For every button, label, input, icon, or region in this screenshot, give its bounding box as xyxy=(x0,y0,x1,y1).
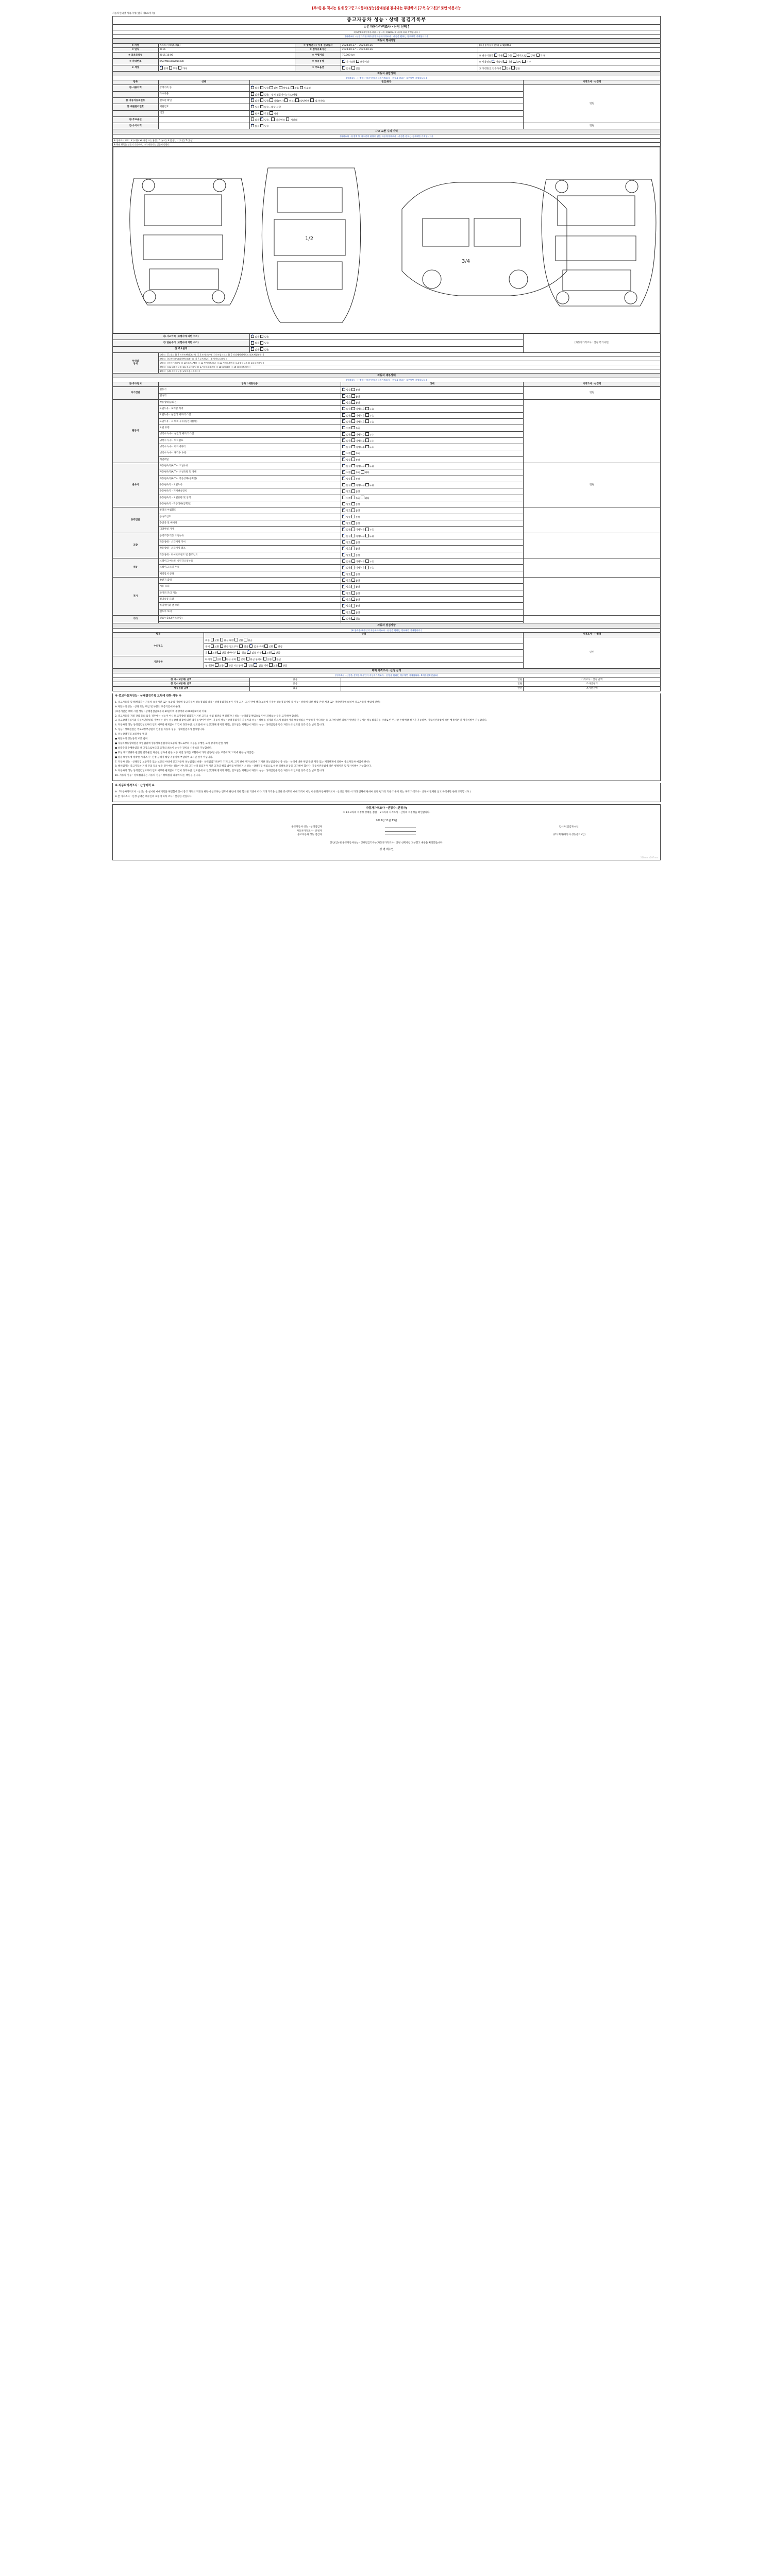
field-value-year: 2016 xyxy=(158,48,295,53)
page-subtitle: ① [ 자동차가격조사ㆍ산정 선택 ] xyxy=(113,25,661,30)
section-check-header: 자동차 점검사항 xyxy=(113,623,661,628)
check-row-4-val: 실내상태 교환 판금 시트상태 있음 ✔ 없음 기타 교환 판금 xyxy=(204,662,524,668)
section-status-header: 자동차 종합상태 xyxy=(113,71,661,76)
status-row-5-cat: ⑭ 주요옵션 xyxy=(113,116,159,123)
price-row-1-label: ⑳ 검사 (판매) 금액 xyxy=(113,682,250,687)
status-note: (가격조사ㆍ산정액은 매수인이 자동차가격조사ㆍ산정을 원하는 경우에만 기재합니다.) xyxy=(113,76,661,80)
detail-state-1-3: ✔ 없음 미세누유 누유 xyxy=(341,418,523,425)
sign-row-0-label: 중고자동차 성능ㆍ상태점검자 xyxy=(291,825,322,828)
sign-row-0-right: 검사자(점검자) (인) xyxy=(559,825,580,828)
status-col-right: 가격조사ㆍ산정액 xyxy=(524,80,661,85)
detail-item-2-5: 수동변속기 - 오일유량 및 상태 xyxy=(158,495,341,501)
frame-detail-3: 2랭크 : [ 15 대쉬패널 ] [ 16 플로어패널 ] [ 17 트렁크플로어 ] [ 18 리어패널 ] [ 19 패키지트레이 ] xyxy=(158,365,660,369)
detail-item-6-0: 발전기 출력 xyxy=(158,578,341,584)
detail-item-6-3: 실내송풍 모터 xyxy=(158,597,341,603)
status-row-6-cat: ⑮ 수리이력 xyxy=(113,123,159,129)
top-warning: [주의] 본 책자는 실제 중고중고자동차(성능)상태점검 결과와는 무관하며 [구축,참고용]으로만 이용가능 xyxy=(312,6,461,10)
detail-item-5-1: 브레이크 오일 누유 xyxy=(158,565,341,571)
detail-item-1-3: 오일누유 - 그 밖의 누유(실린더블록) xyxy=(158,418,341,425)
detail-item-2-2: 자동변속기(A/T) - 작동상태(공회전) xyxy=(158,476,341,482)
section-repair-header: 사고 교환 수리 이력 xyxy=(113,129,661,134)
status-row-6-right: 민원 xyxy=(524,123,661,129)
field-label-warranty: ⑦ 보증유형 xyxy=(295,59,341,65)
price-note: (가격조사ㆍ산정을 선택한 매수인이 자동차가격조사ㆍ산정을 원하는 경우에만 기재합니다. ※매수인확인필요) xyxy=(113,673,661,677)
sign-row-1-right xyxy=(478,829,660,834)
table-row xyxy=(113,616,661,622)
detail-state-0-0: ✔ 양호 불량 xyxy=(341,387,523,393)
detail-item-3-0: 클러치 어셈블리 xyxy=(158,507,341,514)
check-col-state: 상태 xyxy=(204,632,524,637)
detail-item-1-9: 커먼레일 xyxy=(158,456,341,463)
final-note: 본인(인) 위 중고자동차성능ㆍ상태점검기록부(자동차가격조사ㆍ산정 선택사항 교부했고 내용을 확인했습니다. xyxy=(330,842,443,845)
detail-state-3-1: ✔ 양호 불량 xyxy=(341,514,523,520)
note-line-2: (보증기간은 매매 시점 성능ㆍ상태점검일로부터 30일이며 주행거리 2,000킬로미터 이내) xyxy=(115,710,208,713)
detail-item-2-0: 자동변속기(A/T) - 오일누유 xyxy=(158,463,341,469)
confirm-line: ① 1호 2차의 적정성 상태를 점검ㆍ 2 1차의 자격조사ㆍ산정의 적정성을 확인합니다. xyxy=(343,811,430,814)
detail-state-1-4: ✔ 적정 부족 xyxy=(341,425,523,431)
table-row xyxy=(113,558,661,565)
detail-item-1-5: 냉각수 누수 - 실린더 헤드/가스켓 xyxy=(158,431,341,437)
detail-item-3-2: 추진축 및 베어링 xyxy=(158,520,341,527)
status-row-6-sub xyxy=(158,123,249,129)
note-line-4: 3. 중고상태점검자의 자동차인터넷의 거부하는 경우 성능상태 점검에 의한 검사를 받아야 하며, 자동차 성능ㆍ상태점검자가 자동차의 성능ㆍ상태를 실제와 다르게 점검하거나 보증책임을 이행하지 아니하는 등 고지에 대한 피해가 발생할 경우에는 성능점검자를 상대로 한 민사상 손해배상 청구가 가능하며, 자동차관리법에 따른 행정처분 및 형사처벌이 가능합니다. xyxy=(115,719,488,722)
table-row xyxy=(113,507,661,514)
field-label-carname: ① 차명 xyxy=(113,43,159,48)
detail-state-1-5: ✔ 없음 미세누수 누수 xyxy=(341,431,523,437)
note-line-6: 5. 성능ㆍ상태점검은 국토교통부장관이 인정한 자동차 성능ㆍ상태점검자가 실시합니다. xyxy=(115,728,205,732)
detail-item-5-0: 브레이크 마스터 실린더오일누유 xyxy=(158,558,341,565)
detail-item-2-6: 수동변속기 - 작동상태(공회전) xyxy=(158,501,341,507)
page-title: 중고자동차 성능ㆍ상태 점검기록부 xyxy=(113,16,661,25)
field-value-inspection-period: 2024.10.27 ~ 2026.10.26 xyxy=(341,43,478,48)
status-row-1-val: 없음 있음 - 정비 전문가의 [더] 2개월 xyxy=(249,91,523,97)
detail-state-5-0: ✔ 없음 미세누유 누유 xyxy=(341,558,523,565)
detail-item-0-0: 원동기 xyxy=(158,387,341,393)
detail-state-1-6: ✔ 없음 미세누수 누수 xyxy=(341,437,523,444)
status-row-4-sub: 색상 xyxy=(158,110,249,116)
repair-legend-1: ※ 상태표시 부호 : X (교환), W (판금 또는 용접), C (부식), A (긁힘), U (요철), T (손상) xyxy=(113,138,661,142)
price-row-0-val: 만원 xyxy=(341,677,523,682)
detail-item-1-0: 작동상태(공회전) xyxy=(158,399,341,405)
detail-item-6-4: 라디에이터 팬 모터 xyxy=(158,603,341,609)
price-row-1-right: 조사산정액 xyxy=(524,682,661,687)
detail-state-2-1: ✔ 적정 부족 과다 xyxy=(341,469,523,476)
status-row-2-sub: 번호판 확인 xyxy=(158,97,249,104)
status-row-0-sub: 상태기록 등 xyxy=(158,85,249,91)
status-row-2-val: ✔ 없음 있음 의심(조사 년도) (판단만에 일치아님) xyxy=(249,97,523,104)
notice-line-2: (가격조사ㆍ산정가격은 매수인이 자동차가격조사ㆍ산정을 원하는 경우에만 기재합니다.) xyxy=(113,35,661,39)
check-note: (※ 항목은 매수인의 자동차가격조사ㆍ산정을 원하는 경우에만 기재합니다.) xyxy=(113,628,661,632)
detail-state-6-0: ✔ 양호 불량 xyxy=(341,578,523,584)
detail-state-3-3: ✔ 없음 미세누유 누유 xyxy=(341,527,523,533)
detail-price-2: 민원 xyxy=(524,463,661,507)
field-value-carname: 스포티지 NQ5 (QL) xyxy=(158,43,295,48)
field-value-warranty: ✔ 자가보증 보증기간 xyxy=(341,59,478,65)
note-line-3: 2. 중고자동차 거래 간의 동의 없을 경우에는 성능이 아니라 고지상태 점검자가 거친 고지의 책임 범위를 변경하거나 성능ㆍ상태점검 책임으로 인한 피해보상 등을 고지해야 합니다. xyxy=(115,715,299,718)
detail-state-4-0: ✔ 없음 미세누유 누유 xyxy=(341,533,523,539)
detail-item-1-4: 오일 유량 xyxy=(158,425,341,431)
price-row-2-right: 조사산정액 xyxy=(524,687,661,691)
check-col-price: 가격조사ㆍ산정액 xyxy=(524,632,661,637)
field-value-transmission: ⑨ 변속기종류 ✔자동 수동 세미오토 CVT 기타 xyxy=(478,52,660,58)
note-line-8: ● 자동차의 성능상태 보증 법위 xyxy=(115,738,148,741)
detail-state-2-4: 양호 불량 xyxy=(341,488,523,495)
detail-group-2: 변속기 xyxy=(113,463,159,507)
accident-right-note: [자동차가격조사ㆍ산정 특기사항] xyxy=(524,333,661,352)
sign-table xyxy=(113,825,660,837)
detail-state-6-4: ✔ 양호 불량 xyxy=(341,603,523,609)
field-value-fuel: ⑩ 사용연료 ✔가솔린 디젤 LPG 기타 xyxy=(478,59,660,65)
sign-row-2-line xyxy=(323,833,478,837)
note-line-13: 7. 자동차 성능ㆍ상태점검 보증기간 또는 보증의 이내에 중고자동차 성능점검의 내용ㆍ상태점검기록부가 기재 고지, 고지 판매 책자(보증에 기재한 성능점검사항 중 성능ㆍ상태에 대한 책임 관련 계약 또는 계약관계에 의하여 중고자동차 매입에 관한) xyxy=(115,760,370,764)
status-row-6-val: ✔ 없음 있음 xyxy=(249,123,523,129)
detail-price-0: 민원 xyxy=(524,387,661,400)
detail-state-6-1: ✔ 양호 불량 xyxy=(341,584,523,590)
field-label-vin: ④ 차대번호 xyxy=(113,59,159,65)
field-value-color: ✔ 원색 투톤 기타 xyxy=(158,65,295,71)
detail-state-1-7: ✔ 없음 미세누수 누수 xyxy=(341,444,523,450)
note-line-1: ※ 자동차의 성능ㆍ상태 또는 책임 및 부분의 보증기간에 따른다. xyxy=(115,705,181,708)
detail-note: (가격조사ㆍ산정액은 매수인이 자동차가격조사ㆍ산정을 원하는 경우에만 기재합니다.) xyxy=(113,378,661,382)
check-row-1-val: 광택 교환 판금 휠드부식 있음 ✔ 없음 좌석 교환 판금 xyxy=(204,643,524,649)
signature-block xyxy=(112,804,661,860)
detail-item-2-3: 수동변속기 - 오일누유 xyxy=(158,482,341,488)
detail-col-state: 상태 xyxy=(341,382,523,387)
detail-state-4-1: ✔ 양호 불량 xyxy=(341,539,523,546)
price-row-0-chk: 없음 xyxy=(249,677,341,682)
detail-item-2-1: 자동변속기(A/T) - 오일유량 및 상태 xyxy=(158,469,341,476)
frame-detail-1: 2랭크 : [ 6 쿼터패널(리어펜더)(좌/우) ] [ 7 루프패널 ] [ 8 사이드실패널 ] xyxy=(158,357,660,361)
detail-price-4 xyxy=(524,533,661,558)
detail-state-6-5: ✔ 양호 불량 xyxy=(341,609,523,615)
status-row-5-sub xyxy=(158,116,249,123)
status-row-0-cat: ⑪ 사용이력 xyxy=(113,85,159,91)
check-right-value: 민원 xyxy=(524,637,661,669)
diagram-svg xyxy=(113,147,660,332)
detail-state-2-6: 양호 불량 xyxy=(341,501,523,507)
detail-item-4-2: 작동상태 - 스티어링 펌프 xyxy=(158,546,341,552)
field-label-firstreg: ③ 최초등록일 xyxy=(113,52,159,58)
detail-item-6-1: 시동 모터 xyxy=(158,584,341,590)
status-row-3-sub: 제원번호 xyxy=(158,104,249,110)
table-row xyxy=(113,463,661,469)
note-line-9: ● 자동차성능상태점검 책임범위에 성능상태점검자의 보증의 정도로부터 적용을 수행한 고지 방지에 관한 사항 xyxy=(115,742,228,745)
check-row-0-val: 외판 교환 판금 내장 교환 판금 xyxy=(204,637,524,643)
check-col-item: 항목 xyxy=(113,632,204,637)
main-table xyxy=(112,16,661,691)
status-row-2-cat: ⑫ 자동차등록번호 xyxy=(113,97,159,104)
detail-state-3-0: ✔ 양호 불량 xyxy=(341,507,523,514)
section-price-header: 매매 가격조사ㆍ산정 금액 xyxy=(113,669,661,673)
sign-row-2-label: 중고자동차 성능 점검자 xyxy=(297,834,322,837)
note-line-16: 10. 자동차 성능ㆍ상태점검자는 자동차 성능ㆍ상태점검 내용에 따른 책임을 집니다. xyxy=(115,774,201,777)
sign-row-1-label: 자동차가격조사ㆍ산정자 xyxy=(296,829,322,833)
note-line-10: ● 보증수리 수행하였을 때 고장으로부터의 고지의 최소이 손실은 장치의 사후보증 가능합니다. xyxy=(115,747,212,750)
accident-value-0: ✔ 없음 있음 xyxy=(249,333,523,340)
detail-group-3: 동력전달 xyxy=(113,507,159,533)
status-row-3-val: ✔ 있음 없음 - 해당 사항 xyxy=(249,104,523,110)
note-line-14: 8. 해체업자는 중고자동차 거래 간의 동의 없을 경우에는 성능이 아니라 고지상태 점검자가 거친 고지의 책임 범위를 변경하거나 성능ㆍ상태점검 책임으로 인한 피해보상 등을 고지해야 합니다. 자동차관리법에 따른 행정처분 및 형사처벌이 가능합니다. xyxy=(115,765,372,768)
doc-label: 자동차인터넷 사용자에 [별지 제6호서식] xyxy=(112,12,155,15)
detail-item-7-0: 연료누출(LP가스포함) xyxy=(158,616,341,622)
detail-state-4-3: ✔ 양호 불량 xyxy=(341,552,523,558)
sign-date: 2025년 11월 13일 xyxy=(376,819,397,822)
accident-label-2: ⑱ 주요골격 xyxy=(113,346,250,352)
detail-state-7-0: ✔ 없음 있음 xyxy=(341,616,523,622)
field-value-certprice: ⑪ 차량번호 인증가격 있음 없음 xyxy=(478,65,660,71)
detail-item-1-2: 오일누유 - 실린더 헤드/가스켓 xyxy=(158,412,341,418)
detail-item-0-1: 변속기 xyxy=(158,393,341,399)
detail-item-3-1: 등속조인트 xyxy=(158,514,341,520)
detail-col-price: 가격조사ㆍ산정액 xyxy=(524,382,661,387)
detail-state-2-5: 적정 부족 과다 xyxy=(341,495,523,501)
detail-group-4: 조향 xyxy=(113,533,159,558)
status-row-4-val: ✔ 원색 투톤 기타 xyxy=(249,110,523,116)
section-vehicle-header: 자동차 명세사항 xyxy=(113,39,661,43)
detail-item-2-4: 수동변속기 - 기어변속장치 xyxy=(158,488,341,495)
detail-state-1-0: ✔ 양호 불량 xyxy=(341,399,523,405)
detail-state-0-1: ✔ 양호 불량 xyxy=(341,393,523,399)
detail-item-1-1: 오일누유 - 로커암 커버 xyxy=(158,406,341,412)
detail-price-5 xyxy=(524,558,661,578)
detail-state-1-8: ✔ 적정 부족 xyxy=(341,450,523,456)
detail-state-2-3: 없음 미세누유 누유 xyxy=(341,482,523,488)
status-col-category: 항목 xyxy=(113,80,159,85)
status-row-0-val: ✔ 없음 있음 렌트 영업용 관용 직수입 xyxy=(249,85,523,91)
price-row-2-label: 성능점검 금액 xyxy=(113,687,250,691)
price-notes-title: ※ 자동차가격조사ㆍ산정이력 ※ xyxy=(115,784,155,788)
notice-line-1: 제 6장① (자동차관리법 시행규칙 제120조 제1항에 따라 작성합니다.) xyxy=(113,30,661,34)
detail-item-4-1: 작동상태 - 스티어링 기어 xyxy=(158,539,341,546)
price-note-line-0: ※ 『자동차가격조사ㆍ산정』을 실시한 매매계약을 체결함에 있어 중고 가격의 적정성 판단에 참고하는 인도에 관련에 의한 합의된 기준에 따라 거래 가격을 산정한 것이므로 매매 가격이 아님이 분명(자동차가격조사ㆍ산정은 거래 시 거래 전체에 관하여 유관 평가의 적용 기준이 되는 목적 가격조사ㆍ산정이 전제된 참고 목적에만 한해 고지합니다.) xyxy=(115,791,471,794)
detail-state-4-2: ✔ 양호 불량 xyxy=(341,546,523,552)
check-row-2-val: 룸 교환 판금 광택여부 있음 ✔ 없음 외장 교환 판금 xyxy=(204,650,524,656)
price-row-0-label: ⑲ 제시 (판매) 금액 xyxy=(113,677,250,682)
detail-col-item: 항목 / 해당부품 xyxy=(158,382,341,387)
vehicle-damage-diagram xyxy=(113,147,660,333)
detail-state-6-3: ✔ 양호 불량 xyxy=(341,597,523,603)
field-label-options: ⑨ 주요옵션 xyxy=(295,65,341,71)
detail-price-7 xyxy=(524,616,661,623)
repair-note: (가격조사ㆍ산정액 및 매수인의 판단이 없는 자동차가격조사ㆍ산정을 원하는 경우에만 기재합니다.) xyxy=(113,134,661,138)
detail-item-1-8: 냉각수 누수 - 냉각수 수량 xyxy=(158,450,341,456)
field-value-mileage: 70,000 km xyxy=(341,52,478,58)
section-detail-header: 자동차 세부상태 xyxy=(113,373,661,378)
field-label-color: ⑧ 색상 xyxy=(113,65,159,71)
detail-item-6-5: 윈도우 모터 xyxy=(158,609,341,615)
notes-block xyxy=(113,699,660,781)
note-line-12: ● 점검 대항목에 정확한 가격조사ㆍ산정 금액이 해당 자동차에 부합하여 표시된 것이 아닙니다. xyxy=(115,756,213,759)
detail-item-4-3: 작동상태 - 타이로드엔드 및 볼조인트 xyxy=(158,552,341,558)
field-value-valid: 2024.10.27 ~ 2026.10.26 xyxy=(341,48,478,53)
note-line-15: 9. 자동차의 성능 상태점검일로부터 인도 여부와 관계없이 기간이 경과하면, 인도일에 이 인정(피해 방지의 계약), 인도일은 지체없이 자동차 성능ㆍ상태점검을 받은 자동차의 인도일 등과 같은 날로 합니다. xyxy=(115,770,325,773)
note-line-0: 1. 중고자동차 및 해체업자는 자동차 보증기간 또는 보증의 이내에 중고자동차 성능점검의 내용ㆍ상태점검기록부가 기재 고지, 고지 판매 책자(보증에 기재한 성능점검사항 중 성능ㆍ상태에 대한 책임 관련 계약 또는 계약관계에 의하여 중고자동차 매입에 관한) xyxy=(115,701,380,704)
detail-state-1-1: ✔ 없음 미세누유 누유 xyxy=(341,406,523,412)
frame-detail-0: 1랭크 : [ 1 후드 ] [ 2 프론트펜더(좌/우) ] [ 3 도어(좌/우) ] [ 4 트렁크리드 ] [ 5 라디에이터서포트(볼트체결부품) ] xyxy=(158,352,660,357)
price-row-2-val: 만원 xyxy=(341,687,523,691)
sign-row-1-line xyxy=(323,829,478,834)
detail-group-0: 자기진단 xyxy=(113,387,159,400)
detail-group-7: 기타 xyxy=(113,616,159,623)
detail-state-5-2: ✔ 양호 불량 xyxy=(341,571,523,577)
table-row xyxy=(113,387,661,393)
notes-title: ※ 중고자동차성능ㆍ상태점검기록 보험에 관한 사항 ※ xyxy=(115,694,182,698)
detail-price-6 xyxy=(524,578,661,616)
detail-item-5-2: 배력장치 상태 xyxy=(158,571,341,577)
status-row-1-sub: 특수사용 xyxy=(158,91,249,97)
price-row-2-chk: 없음 xyxy=(249,687,341,691)
price-row-0-right: 가격조사ㆍ산정 금액 xyxy=(524,677,661,682)
accident-value-1: ✔ 없음 있음 xyxy=(249,340,523,346)
field-value-vin: KNAPM81BGK0009388 xyxy=(158,59,295,65)
detail-body xyxy=(113,387,661,623)
field-value-firstreg: 2015.10.06 xyxy=(158,52,295,58)
check-row-3-val: 타이어 교환 판금 유리 교환 판금 룸미러 교환 판금 xyxy=(204,656,524,662)
detail-group-1: 원동기 xyxy=(113,399,159,463)
status-row-1-cat xyxy=(113,91,159,97)
detail-item-1-7: 냉각수 누수 - 라디에이터 xyxy=(158,444,341,450)
detail-col-group: ⑲ 주요장치 xyxy=(113,382,159,387)
price-row-1-chk: 없음 xyxy=(249,682,341,687)
field-value-blank-1 xyxy=(478,48,660,53)
note-line-11: ● 무상 계약행위와 관련된 결과물인 파손된 항목에 관한 보증 이전 상태를 교환하여 가격 반영(단 성능 보증에 및 고지에 관한 상태점검) xyxy=(115,751,255,754)
final-sign: 성 명 매수인 xyxy=(379,848,394,852)
status-col-value: 점검/판단 xyxy=(249,80,523,85)
detail-item-4-0: 동력조향 작동 오일누유 xyxy=(158,533,341,539)
price-notes-block xyxy=(113,788,660,802)
detail-item-6-2: 와이퍼 모터 기능 xyxy=(158,590,341,596)
field-value-options: ✔ 없음 있음 xyxy=(341,65,478,71)
status-col-sub: 상태 xyxy=(158,80,249,85)
status-row-3-cat: ⑬ 제원관리번호 xyxy=(113,104,159,110)
detail-state-6-2: ✔ 양호 불량 xyxy=(341,590,523,596)
detail-group-6: 전기 xyxy=(113,578,159,616)
price-row-1-val: 만원 xyxy=(341,682,523,687)
check-row-label-basic: 기본품목 xyxy=(113,656,204,669)
detail-state-1-9: ✔ 양호 불량 xyxy=(341,456,523,463)
frame-detail-label: 부위별 상세 xyxy=(113,352,159,373)
detail-state-5-1: ✔ 없음 미세누유 누유 xyxy=(341,565,523,571)
accident-label-1: ⑰ 단순수리 (보험사에 의한 수리) xyxy=(113,340,250,346)
sign-row-0-line xyxy=(323,825,478,829)
status-right-value: 민원 xyxy=(524,85,661,123)
check-row-label-repair: 수리필요 xyxy=(113,637,204,656)
frame-detail-4: 3랭크 : [ 20 리어패널 ] [ 21 트렁크플로어 ] xyxy=(158,369,660,373)
price-note-line-1: ※ 본 가격조사ㆍ산정 금액은 매수인의 요청에 따라 조사ㆍ산정한 것입니다. xyxy=(115,795,193,798)
repair-legend-2: ※ 하단 항목은 실물의 기준이며, 기타 자동차는 실물에 준한다. xyxy=(113,142,661,146)
table-row xyxy=(113,533,661,539)
detail-state-1-2: ✔ 없음 미세누유 누유 xyxy=(341,412,523,418)
field-value-regnum: (①자동차등록번호) 378J0463 xyxy=(478,43,660,48)
detail-price-3 xyxy=(524,507,661,533)
detail-state-2-0: ✔ 없음 미세누유 누유 xyxy=(341,463,523,469)
paper-size-mark: 210mm×297mm xyxy=(640,856,658,859)
detail-state-3-2: ✔ 양호 불량 xyxy=(341,520,523,527)
note-line-5: 4. 자동차의 성능 상태점검일로부터 인도 여부와 관계없이 기간이 경과하면, 인도일에 이 인정(피해 방지의 계약), 인도일은 지체없이 자동차 성능ㆍ상태점검을 받은 자동차의 인도일 등과 같은 날로 합니다. xyxy=(115,724,325,727)
accident-value-2: ✔ 없음 있음 xyxy=(249,346,523,352)
note-line-7: 6. 성능상태점검 보증책임 범위 xyxy=(115,733,147,736)
field-label-valid: ⑤ 검사유효기간 xyxy=(295,48,341,53)
svg-text:3/4: 3/4 xyxy=(462,258,470,264)
detail-item-1-6: 냉각수 누수 - 워터펌프 xyxy=(158,437,341,444)
field-label-inspection-period: ④ 형식연식 / 사용 신고일자 xyxy=(295,43,341,48)
svg-text:1/2: 1/2 xyxy=(305,235,314,242)
status-row-4-cat xyxy=(113,110,159,116)
detail-group-5: 제동 xyxy=(113,558,159,578)
sign-row-2-right: (주식회사)자동차 성능센터 (인) xyxy=(552,834,586,837)
detail-state-2-2: ✔ 양호 불량 xyxy=(341,476,523,482)
table-row xyxy=(113,399,661,405)
frame-detail-2: 1랭크 : [ 9 프론트패널 ] [ 10 크로스멤버 ] [ 11 인사이드패널 ] [ 12 사이드멤버 ] [ 13 휠하우스 ] [ 14 필러패널 ] xyxy=(158,361,660,365)
detail-price-1 xyxy=(524,399,661,463)
field-label-mileage: ⑥ 주행거리 xyxy=(295,52,341,58)
accident-label-0: ⑯ 사고이력 (보험사에 의한 수리) xyxy=(113,333,250,340)
table-row xyxy=(113,578,661,584)
field-label-year: ② 연식 xyxy=(113,48,159,53)
confirm-title: 자동차가격조사ㆍ산정자 (산정자) xyxy=(366,806,407,810)
detail-item-3-3: 디퍼렌셜 기어 xyxy=(158,527,341,533)
status-row-5-val: 없음 ✔있음 - 기간만료 기간내 xyxy=(249,116,523,123)
